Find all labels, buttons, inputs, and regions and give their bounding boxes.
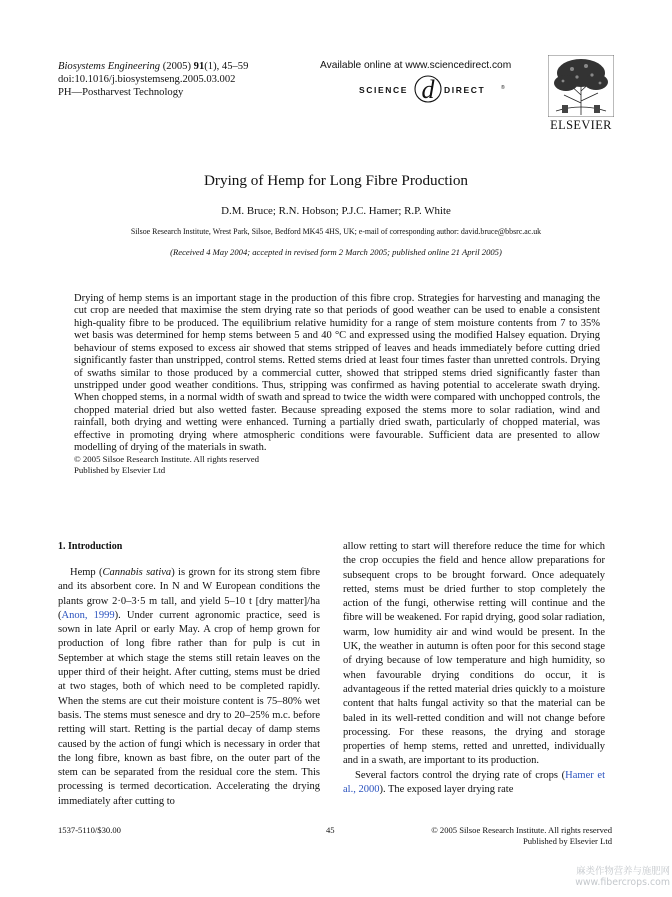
journal-year: (2005) bbox=[162, 61, 192, 72]
intro-text-rest: ). Under current agronomic practice, seed is sown in late April or early May. A crop of hemp grown for production of long fibre rather than for pulp is cut in September at which stage the stems still retain leaves on the upper third of their height. After cutting, stems must be dried at two stages, both of which need to be completed rapidly. When the stems are cut their moisture content is 75–80% wet basis. The stems must senesce and dry to 20–25% m.c. before retting will start. Retting is the partial decay of damp stems caused by the action of fungi which is necessary in order that the long fibre, known as bast fibre, on the outer part of the stem can be separated from the residual core the stem. This processing is termed decortication. Accelerating the drying immediately after cutting to bbox=[58, 609, 320, 807]
body-left-column bbox=[58, 540, 320, 809]
sd-logo-direct: DIRECT bbox=[444, 85, 486, 95]
right-paragraph-2 bbox=[343, 769, 605, 798]
site-watermark bbox=[520, 866, 670, 888]
journal-line bbox=[58, 60, 248, 73]
citation-link-hamer[interactable]: Hamer et al., 2000 bbox=[343, 769, 605, 796]
sd-logo-science: SCIENCE bbox=[359, 85, 408, 95]
footer-issn: 1537-5110/$30.00 bbox=[58, 825, 121, 835]
journal-section: PH—Postharvest Technology bbox=[58, 87, 184, 99]
article-authors: D.M. Bruce; R.N. Hobson; P.J.C. Hamer; R.P. White bbox=[221, 205, 451, 217]
article-title: Drying of Hemp for Long Fibre Production bbox=[203, 172, 469, 189]
right-paragraph-1: allow retting to start will therefore reduce the time for which the crop occupies the field and hence allow preparations for subsequent crops to be brought forward. Once adequately retted, stems must be dried further to stop completely the action of the fungi, otherwise retting will continue and the fibre will be weakened. For rapid drying, good solar radiation, warm, low humidity air and wind would be present. In the UK, the weather in autumn is often poor for this second stage of drying because of low temperature and high humidity, so when favourable drying conditions do occur, it is advantageous if the retted material dries quickly to a moisture content that halts fungal activity so that the material can be baled in its well-retted condition and will not change before processing. For these reasons, the drying and storage properties of hemp stems, retted and unretted, individually and in a swath, are important to its production. bbox=[343, 541, 605, 767]
abstract bbox=[74, 293, 600, 476]
journal-citation bbox=[58, 60, 248, 100]
intro-paragraph bbox=[58, 566, 320, 809]
watermark-url: www.fibercrops.com bbox=[575, 877, 670, 888]
para2-text-a: Several factors control the drying rate of crops ( bbox=[355, 769, 566, 781]
doi[interactable]: doi:10.1016/j.biosystemseng.2005.03.002 bbox=[58, 74, 236, 86]
sd-logo-mark: d bbox=[421, 75, 435, 104]
journal-volume: 91 bbox=[193, 61, 205, 72]
footer-published-by: Published by Elsevier Ltd bbox=[522, 836, 612, 846]
para2-text-b: ). The exposed layer drying rate bbox=[379, 784, 514, 796]
journal-issue-pages: (1), 45–59 bbox=[204, 61, 249, 72]
sd-logo-reg: ® bbox=[501, 85, 505, 91]
citation-link-anon[interactable]: Anon, 1999 bbox=[61, 609, 115, 621]
abstract-text: Drying of hemp stems is an important stage in the production of this fibre crop. Strategies for harvesting and managing the cut crop are needed that maximise the stem drying rate so that periods of good weather can be used to enable a consistent high-quality fibre to be produced. The equilibrium relative humidity for a range of stem moisture contents from 7 to 35% wet basis was determined for hemp stems between 5 and 40 °C and expressed using the modified Halsey equation. Drying behaviour of stems exposed to excess air showed that stems stripped of leaves and heads immediately before cutting dried significantly faster than unstripped, control stems. Retted stems dried at least four times faster than unretted controls. Drying of swaths similar to those produced by a commercial cutter, showed that stripped stems dried significantly faster than unstripped under good weather conditions. Thus, stripping was confirmed as having potential to accelerate swath drying. When chopped stems, in a normal width of swath and spread to twice the width were compared with unchopped controls, the chopped material dried but also wetted faster. Because spreading exposed the stems more to solar radiation, wind and rainfall, both drying and wetting were enhanced. Turning a partially dried swath, particularly of chopped material, was effective in promoting drying where atmospheric conditions were favourable. Sufficient data are presented to allow modelling of drying of the materials in swath. bbox=[74, 293, 600, 454]
abstract-copyright: © 2005 Silsoe Research Institute. All rights reserved bbox=[74, 454, 260, 465]
footer-copyright bbox=[420, 825, 612, 847]
section-heading: 1. Introduction bbox=[58, 541, 123, 552]
sciencedirect-logo bbox=[356, 72, 506, 106]
available-online-text[interactable]: Available online at www.sciencedirect.com bbox=[320, 60, 512, 71]
elsevier-wordmark: ELSEVIER bbox=[550, 118, 612, 132]
abstract-published-by: Published by Elsevier Ltd bbox=[74, 465, 166, 476]
elsevier-tree-icon bbox=[548, 55, 614, 117]
intro-text-b: ) is grown for its strong stem fibre and its absorbent core. In N and W European conditions the plants grow 2·0–3·5 m tall, and yield 5–10 t [dry matter]/ha ( bbox=[58, 567, 320, 621]
footer-page-number: 45 bbox=[326, 825, 335, 835]
watermark-cn: 麻类作物营养与施肥网 bbox=[576, 866, 670, 877]
intro-text-a: Hemp ( bbox=[70, 567, 103, 578]
body-right-column bbox=[343, 540, 605, 797]
article-affiliation: Silsoe Research Institute, Wrest Park, Silsoe, Bedford MK45 4HS, UK; e-mail of corresponding author: david.bruce@bbsrc.ac.uk bbox=[130, 227, 542, 236]
species-name: Cannabis sativa bbox=[102, 567, 172, 578]
journal-name: Biosystems Engineering bbox=[58, 61, 161, 72]
article-dates: (Received 4 May 2004; accepted in revised form 2 March 2005; published online 21 April 2005) bbox=[170, 247, 502, 257]
footer-copyright-line: © 2005 Silsoe Research Institute. All rights reserved bbox=[431, 825, 612, 835]
